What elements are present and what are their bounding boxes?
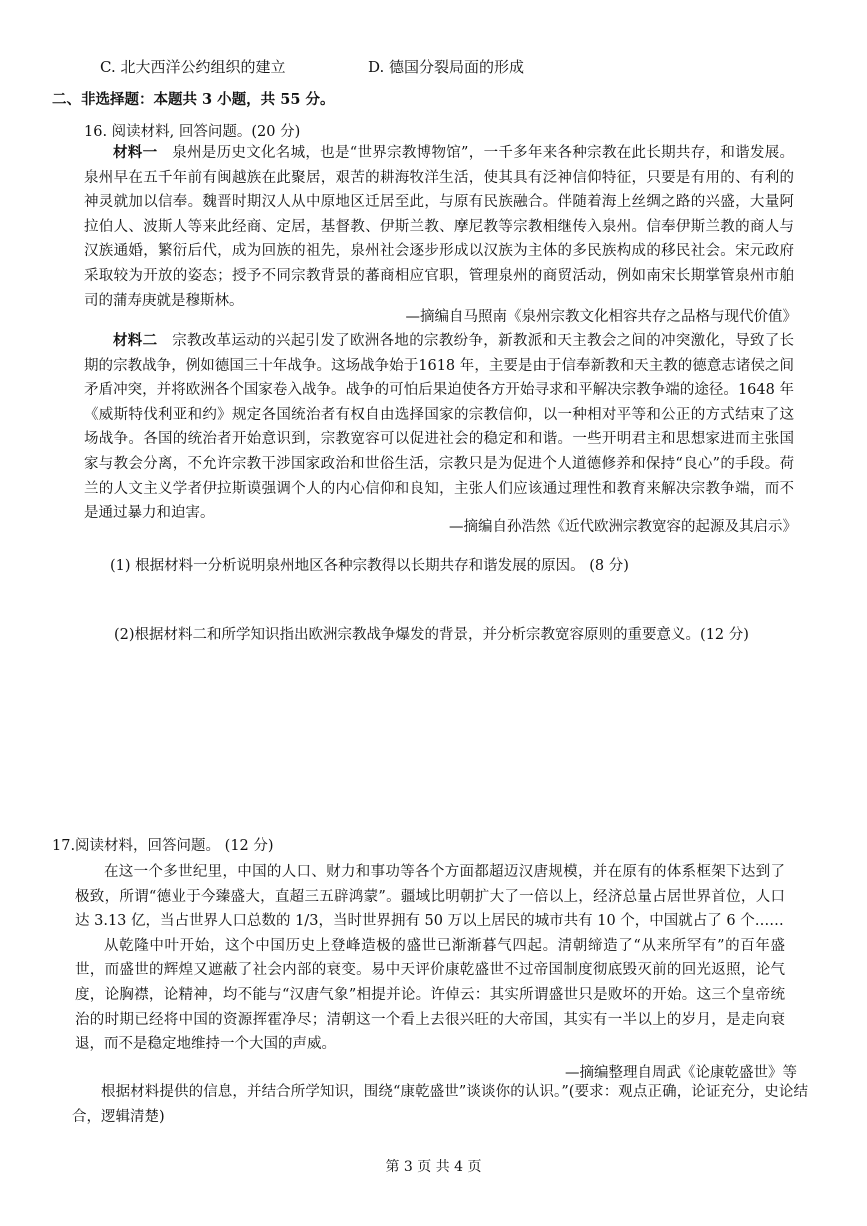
question-16-title: 16. 阅读材料, 回答问题。(20 分)	[84, 124, 301, 140]
option-c: C. 北大西洋公约组织的建立	[100, 58, 286, 76]
material-1-label: 材料一	[113, 144, 158, 161]
material-2-text: 宗教改革运动的兴起引发了欧洲各地的宗教纷争，新教派和天主教会之间的冲突激化，导致了长期的宗教战争，例如德国三十年战争。这场战争始于1618 年，主要是由于信奉新教和天主教的德意志诸侯之间矛盾冲突，并将欧洲各个国家卷入战争。战争的可怕后果迫使各方开始寻求和平解决宗教争端的途径。1648 年《威斯特伐利亚和约》规定各国统治者有权自由选择国家的宗教信仰，以一种相对平等和公正的方式结束了这场战争。各国的统治者开始意识到，宗教宽容可以促进社会的稳定和和谐。一些开明君主和思想家进而主张国家与教会分离，不允许宗教干涉国家政治和世俗生活，宗教只是为促进个人道德修养和保持“良心”的手段。荷兰的人文主义学者伊拉斯谟强调个人的内心信仰和良知，主张人们应该通过理性和教育来解决宗教争端，而不是通过暴力和迫害。	[84, 333, 795, 522]
q16-material-1	[84, 141, 794, 313]
material-1-source: —摘编自马照南《泉州宗教文化相容共存之品格与现代价值》	[405, 309, 797, 325]
q16-material-2	[84, 329, 794, 526]
q16-subquestion-1: (1) 根据材料一分析说明泉州地区各种宗教得以长期共存和谐发展的原因。 (8 分)	[110, 558, 629, 574]
q17-source: —摘编整理自周武《论康乾盛世》等	[565, 1065, 797, 1081]
question-17-title: 17.阅读材料，回答问题。 (12 分)	[52, 838, 274, 854]
material-1-text: 泉州是历史文化名城，也是“世界宗教博物馆”，一千多年来各种宗教在此长期共存，和谐发展。泉州早在五千年前有闽越族在此聚居，艰苦的耕海牧洋生活，使其具有泛神信仰特征，只要是有用的、有利的神灵就加以信奉。魏晋时期汉人从中原地区迁居至此，与原有民族融合。伴随着海上丝绸之路的兴盛，大量阿拉伯人、波斯人等来此经商、定居，基督教、伊斯兰教、摩尼教等宗教相继传入泉州。信奉伊斯兰教的商人与汉族通婚，繁衍后代，成为回族的祖先，泉州社会逐步形成以汉族为主体的多民族构成的移民社会。宋元政府采取较为开放的姿态；授予不同宗教背景的蕃商相应官职，管理泉州的商贸活动，例如南宋长期掌管泉州市舶司的蒲寿庚就是穆斯林。	[84, 145, 795, 309]
q17-question	[72, 1080, 808, 1129]
q17-question-text: 根据材料提供的信息，并结合所学知识，围绕“康乾盛世”谈谈你的认识。”(要求：观点正确，论证充分，史论结合，逻辑清楚)	[72, 1084, 808, 1125]
material-2-label: 材料二	[113, 332, 158, 349]
option-d: D. 德国分裂局面的形成	[368, 58, 525, 76]
q16-subquestion-2: (2)根据材料二和所学知识指出欧洲宗教战争爆发的背景，并分析宗教宽容原则的重要意义。(12 分)	[114, 627, 749, 643]
q17-paragraph-1: 在这一个多世纪里，中国的人口、财力和事功等各个方面都超迈汉唐规模，并在原有的体系框架下达到了极致，所谓“德业于今臻盛大，直超三五辟鸿蒙”。疆域比明朝扩大了一倍以上，经济总量占居世界首位，人口达 3.13 亿，当占世界人口总数的 1/3，当时世界拥有 50 万以上居民的城市共有 10 个，中国就占了 6 个……	[75, 864, 785, 930]
page-footer: 第 3 页 共 4 页	[385, 1159, 482, 1175]
section-header: 二、非选择题：本题共 3 小题，共 55 分。	[52, 91, 335, 108]
q17-material	[75, 860, 785, 1057]
q17-paragraph-2: 从乾隆中叶开始，这个中国历史上登峰造极的盛世已渐渐暮气四起。清朝缔造了“从来所罕有”的百年盛世，而盛世的辉煌又遮蔽了社会内部的衰变。易中天评价康乾盛世不过帝国制度彻底毁灭前的回光返照，论气度，论胸襟，论精神，均不能与“汉唐气象”相提并论。许倬云：其实所谓盛世只是败坏的开始。这三个皇帝统治的时期已经将中国的资源挥霍净尽；清朝这一个看上去很兴旺的大帝国，其实有一半以上的岁月，是走向衰退，而不是稳定地维持一个大国的声威。	[75, 937, 785, 1053]
material-2-source: —摘编自孙浩然《近代欧洲宗教宽容的起源及其启示》	[449, 519, 797, 535]
